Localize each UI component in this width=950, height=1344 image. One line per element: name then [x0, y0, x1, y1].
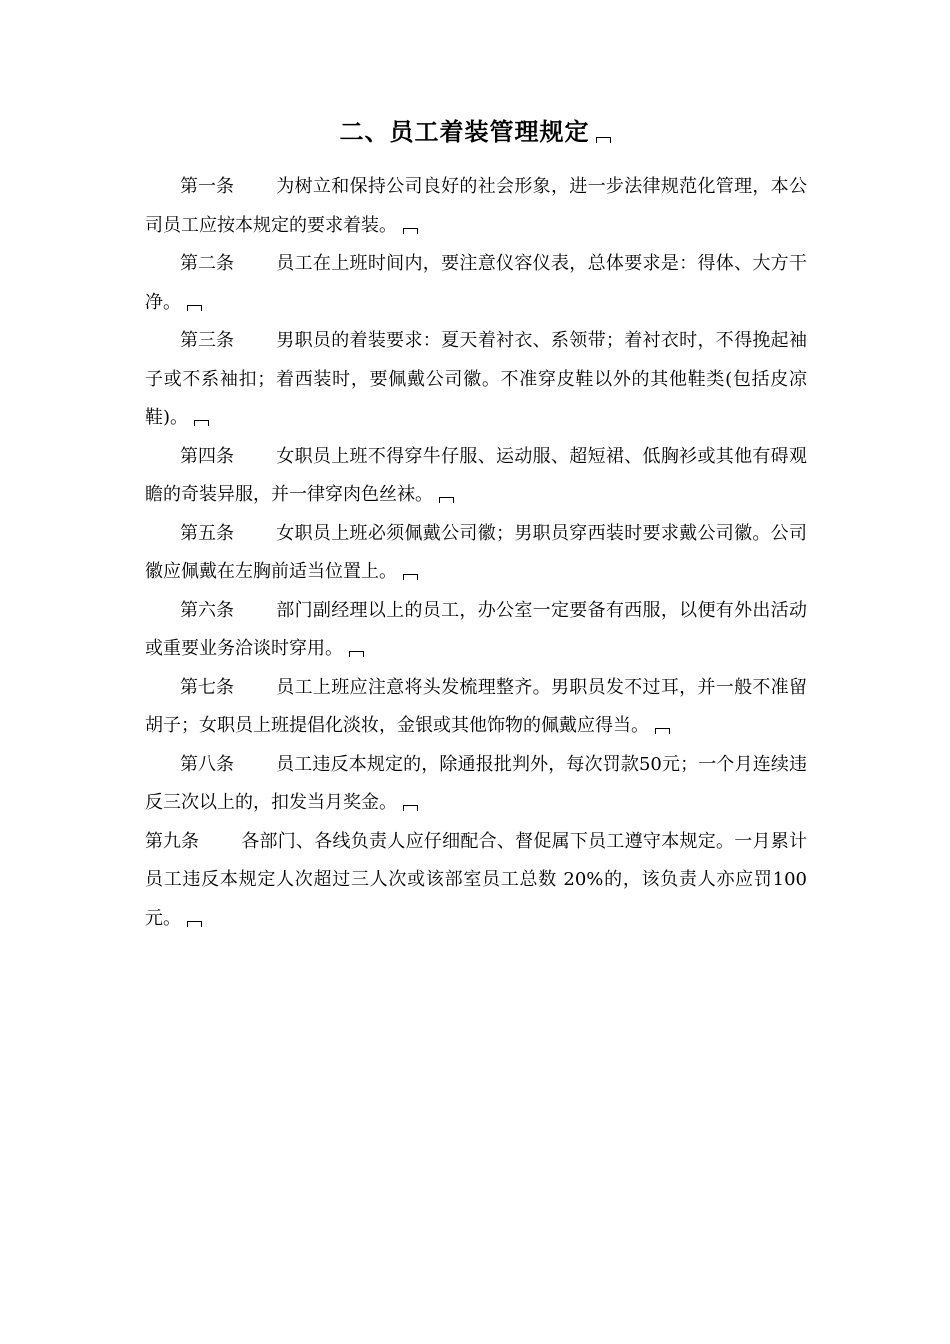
article-number: 第五条 — [180, 522, 234, 544]
article-text: 各部门、各线负责人应仔细配合、督促属下员工遵守本规定。一月累计员工违反本规定人次超过三人次或该部室员工总数 20%的，该负责人亦应罚100元。 — [145, 830, 807, 929]
article-text: 员工违反本规定的，除通报批判外，每次罚款50元；一个月连续违反三次以上的，扣发当月奖金。 — [145, 753, 807, 813]
paragraph-mark-icon — [187, 921, 202, 927]
article-9 — [145, 823, 807, 939]
article-number: 第三条 — [180, 330, 234, 351]
article-3 — [145, 322, 807, 438]
paragraph-mark-icon — [596, 137, 611, 143]
paragraph-mark-icon — [187, 305, 202, 311]
paragraph-mark-icon — [194, 420, 209, 426]
article-number: 第一条 — [180, 176, 234, 197]
article-text: 女职员上班不得穿牛仔服、运动服、超短裙、低胸衫或其他有碍观瞻的奇装异服，并一律穿肉色丝袜。 — [145, 445, 807, 505]
article-text: 男职员的着装要求：夏天着衬衣、系领带；着衬衣时，不得挽起袖子或不系袖扣；着西装时，要佩戴公司徽。不准穿皮鞋以外的其他鞋类(包括皮凉鞋)。 — [145, 330, 807, 428]
title-text: 二、员工着装管理规定 — [339, 118, 590, 146]
article-text: 为树立和保持公司良好的社会形象，进一步法律规范化管理，本公司员工应按本规定的要求着装。 — [145, 176, 807, 236]
article-number: 第七条 — [180, 676, 234, 698]
article-text: 员工在上班时间内，要注意仪容仪表，总体要求是：得体、大方干净。 — [145, 253, 807, 313]
document-title — [0, 112, 950, 152]
paragraph-mark-icon — [349, 651, 364, 657]
document-body — [145, 168, 807, 938]
article-5 — [145, 515, 807, 592]
article-number: 第八条 — [180, 753, 234, 775]
article-8 — [145, 746, 807, 823]
article-number: 第九条 — [145, 830, 199, 852]
paragraph-mark-icon — [403, 574, 418, 580]
paragraph-mark-icon — [439, 497, 454, 503]
paragraph-mark-icon — [403, 228, 418, 234]
article-number: 第六条 — [180, 599, 234, 621]
article-4 — [145, 438, 807, 515]
article-text: 部门副经理以上的员工，办公室一定要备有西服，以便有外出活动或重要业务洽谈时穿用。 — [145, 599, 807, 659]
article-text: 女职员上班必须佩戴公司徽；男职员穿西装时要求戴公司徽。公司徽应佩戴在左胸前适当位置上。 — [145, 522, 807, 582]
paragraph-mark-icon — [655, 728, 670, 734]
article-text: 员工上班应注意将头发梳理整齐。男职员发不过耳，并一般不准留胡子；女职员上班提倡化淡妆，金银或其他饰物的佩戴应得当。 — [145, 676, 807, 736]
article-7 — [145, 669, 807, 746]
article-number: 第二条 — [180, 253, 234, 274]
paragraph-mark-icon — [403, 805, 418, 811]
article-1 — [145, 168, 807, 245]
article-6 — [145, 592, 807, 669]
article-2 — [145, 245, 807, 322]
article-number: 第四条 — [180, 445, 234, 467]
